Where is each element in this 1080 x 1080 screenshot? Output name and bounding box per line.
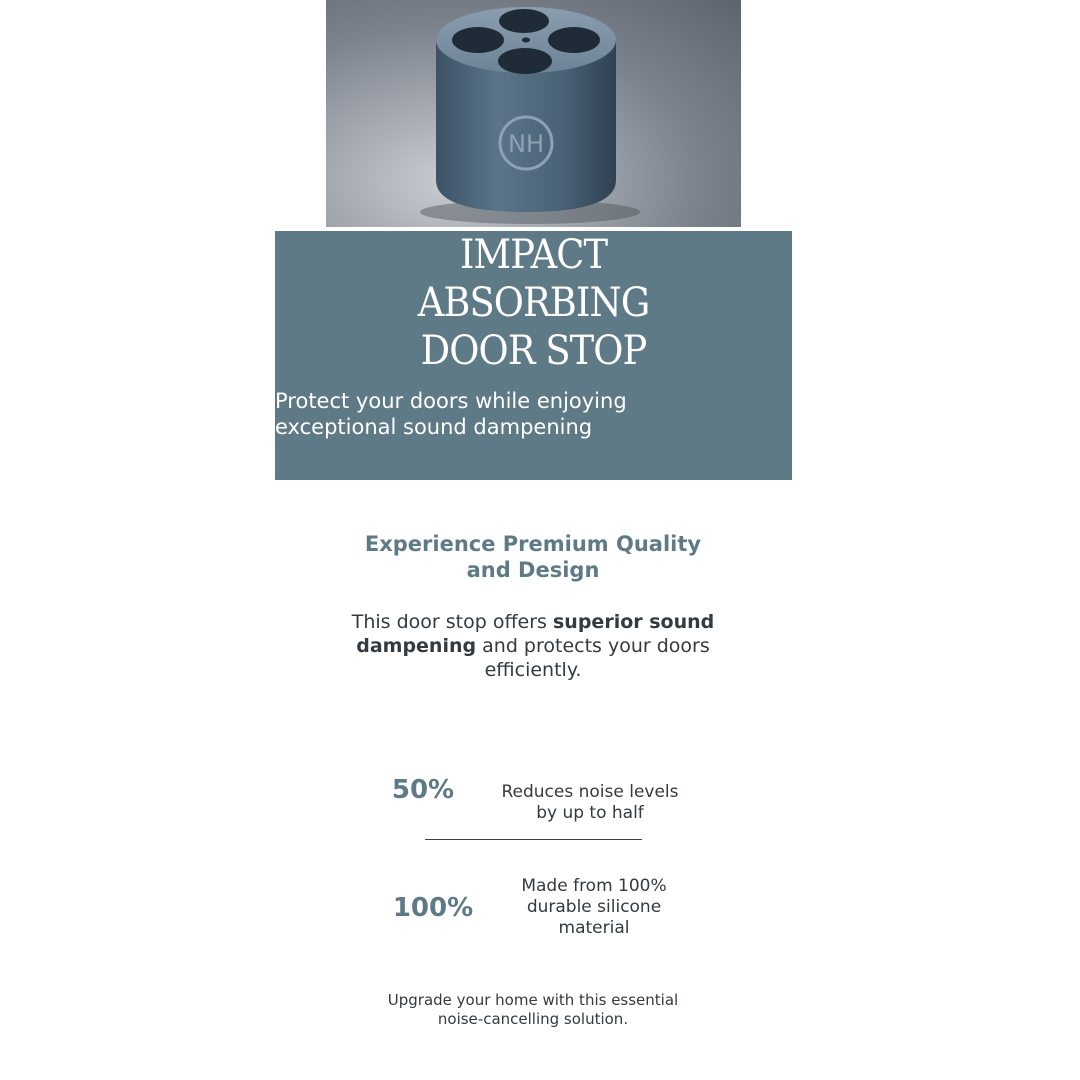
footer-text: Upgrade your home with this essential noise-cancelling solution. <box>387 991 679 1028</box>
door-stop-illustration <box>326 0 741 227</box>
quality-body <box>340 610 726 682</box>
quality-body-emphasis: superior sound dampening <box>356 611 715 657</box>
stat-desc-noise: Reduces noise levels by up to half <box>501 782 679 823</box>
quality-body-end: and protects your doors efficiently. <box>476 635 710 681</box>
hero-banner <box>275 231 792 480</box>
stat-desc-material: Made from 100% durable silicone material <box>521 876 667 938</box>
quality-heading: Experience Premium Quality and Design <box>364 532 702 582</box>
logo-text: NH <box>508 130 544 158</box>
product-image <box>326 0 741 227</box>
stat-value-noise: 50% <box>391 775 455 805</box>
stat-divider <box>425 839 642 840</box>
quality-body-start: This door stop offers <box>351 611 553 633</box>
banner-subtitle: Protect your doors while enjoying exceptional sound dampening <box>275 389 627 439</box>
banner-title: IMPACT ABSORBING DOOR STOP <box>417 232 650 374</box>
stat-value-material: 100% <box>392 893 474 923</box>
